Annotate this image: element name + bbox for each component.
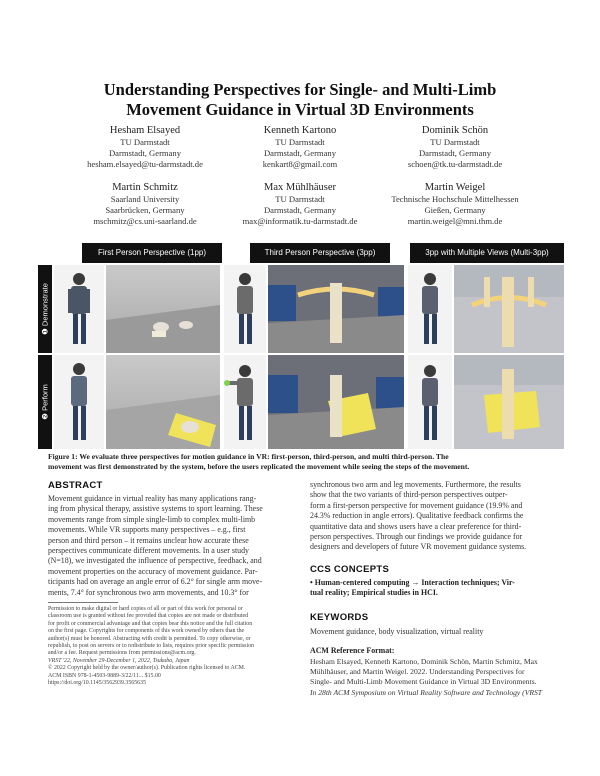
author-name: Martin Weigel (424, 182, 486, 193)
abstract-heading: ABSTRACT (48, 480, 103, 491)
text-line: synchronous two arm and leg movements. Furthermore, the results (310, 480, 521, 489)
text-line: Mühlhäuser, and Martin Weigel. 2022. Understanding Perspectives for (310, 667, 525, 677)
text-line: movement properties on the accuracy of movement guidance. Par- (48, 566, 258, 576)
author-location: Darmstadt, Germany (108, 148, 182, 158)
avatar-scene-icon (454, 355, 564, 449)
text-line: In 28th ACM Symposium on Virtual Reality Software and Technology (VRST (310, 687, 543, 697)
text-line: ACM ISBN 978-1-4503-9889-3/22/11... $15.00 (48, 672, 161, 679)
person-figure-icon (54, 355, 104, 449)
caption-line: movement was first demonstrated by the system, before the users replicated the movement while seeing the steps of the movement. (48, 462, 470, 471)
author-affiliation: TU Darmstadt (275, 194, 325, 204)
text-line: (N=18), we investigated the influence of perspective, feedback, and (48, 556, 262, 566)
hands-view-icon (106, 265, 220, 353)
text-line: designers and developers of future VR movement guidance systems. (310, 542, 527, 552)
image-person-1pp-perform (54, 355, 104, 449)
author-block (360, 181, 550, 227)
author-block (360, 124, 550, 170)
avatar-scene-icon (268, 265, 404, 353)
teaser-figure (38, 243, 564, 449)
figure-caption (48, 452, 554, 472)
author-email: schoen@tk.tu-darmstadt.de (407, 159, 503, 169)
author-location: Darmstadt, Germany (418, 148, 492, 158)
abstract-continued (310, 480, 555, 553)
image-person-multi-3pp-demonstrate (408, 265, 452, 353)
author-email: hesham.elsayed@tu-darmstadt.de (87, 159, 203, 169)
text-line: Permission to make digital or hard copies of all or part of this work for personal or (48, 606, 243, 612)
author-location: Darmstadt, Germany (263, 148, 337, 158)
image-multi-3pp-view-demonstrate (454, 265, 564, 353)
row-label-demonstrate-text: ❶ Demonstrate (40, 283, 50, 335)
text-line: quantitative data and shows users have a clear preference for third- (310, 521, 522, 531)
text-line: Single- and Multi-Limb Movement Guidance in Virtual 3D Environments. (310, 677, 537, 687)
author-affiliation: TU Darmstadt (120, 137, 170, 147)
text-line: show that the two variants of third-person perspectives outper- (310, 490, 508, 500)
image-1pp-view-perform (106, 355, 220, 449)
paper-title (40, 80, 560, 120)
text-line: and/or a fee. Request permissions from permissions@acm.org. (48, 650, 196, 657)
column-header-3pp: Third Person Perspective (3pp) (250, 243, 390, 263)
person-figure-icon (224, 355, 266, 449)
abstract-text (48, 494, 296, 598)
author-name: Max Mühlhäuser (263, 182, 337, 193)
column-header-multi-3pp: 3pp with Multiple Views (Multi-3pp) (410, 243, 564, 263)
text-line: • Human-centered computing → Interaction techniques; Vir- (310, 578, 515, 587)
text-line: movements range from simple single-limb to complex multi-limb (48, 514, 256, 524)
reference-text (310, 657, 555, 698)
person-figure-icon (54, 265, 104, 353)
row-label-demonstrate (38, 265, 52, 353)
avatar-scene-icon (268, 355, 404, 449)
text-line: republish, to post on servers or to redistribute to lists, requires prior specific permission (48, 643, 254, 650)
reference-heading: ACM Reference Format: (310, 646, 395, 655)
author-email: max@informatik.tu-darmstadt.de (242, 216, 358, 226)
ccs-concepts (310, 578, 555, 599)
text-line: VRST '22, November 29-December 1, 2022, Tsukuba, Japan (48, 657, 190, 664)
image-person-1pp-demonstrate (54, 265, 104, 353)
author-location: Gießen, Germany (424, 205, 486, 215)
author-location: Saarbrücken, Germany (105, 205, 185, 215)
author-name: Hesham Elsayed (109, 125, 181, 136)
image-person-multi-3pp-perform (408, 355, 452, 449)
permission-notice (48, 606, 298, 687)
text-line: on the first page. Copyrights for components of this work owned by others than the (48, 628, 245, 635)
text-line: movements. While VR supports many perspectives – e.g., first (48, 525, 246, 535)
text-line: 24.3% reduction in angle errors). Qualitative feedback confirms the (310, 511, 524, 521)
person-figure-icon (408, 355, 452, 449)
ccs-heading: CCS CONCEPTS (310, 564, 390, 575)
author-name: Kenneth Kartono (263, 125, 337, 136)
text-line: ments, 7.4° for synchronous two arm movements, and 10.3° for (48, 587, 249, 597)
author-affiliation: Saarland University (110, 194, 180, 204)
author-email: mschmitz@cs.uni-saarland.de (93, 216, 197, 226)
image-multi-3pp-view-perform (454, 355, 564, 449)
text-line: ticipants had on average an angle error of 6.2° for single arm move- (48, 577, 263, 587)
image-person-3pp-perform (224, 355, 266, 449)
hands-view-icon (106, 355, 220, 449)
author-affiliation: Technische Hochschule Mittelhessen (391, 194, 519, 204)
text-line: © 2022 Copyright held by the owner/author(s). Publication rights licensed to ACM. (48, 665, 246, 672)
text-line: person perspectives. Through our findings we provide guidance for (310, 532, 523, 542)
title-line-1: Understanding Perspectives for Single- and Multi-Limb (103, 80, 497, 99)
title-line-2: Movement Guidance in Virtual 3D Environments (126, 100, 474, 119)
image-person-3pp-demonstrate (224, 265, 266, 353)
author-name: Martin Schmitz (112, 182, 178, 193)
column-header-1pp: First Person Perspective (1pp) (82, 243, 222, 263)
avatar-scene-icon (454, 265, 564, 353)
row-label-perform-text: ❷ Perform (40, 384, 50, 420)
image-3pp-view-demonstrate (268, 265, 404, 353)
caption-line: Figure 1: We evaluate three perspectives for motion guidance in VR: first-person, third-person, and multi third-person. The (48, 452, 449, 461)
author-email: martin.weigel@mni.thm.de (407, 216, 503, 226)
text-line: author(s) must be honored. Abstracting with credit is permitted. To copy otherwise, or (48, 635, 251, 642)
person-figure-icon (224, 265, 266, 353)
text-line: perspectives communicate different movements. In a user study (48, 546, 250, 556)
author-affiliation: TU Darmstadt (430, 137, 480, 147)
keywords-heading: KEYWORDS (310, 612, 369, 623)
text-line: tual reality; Empirical studies in HCI. (310, 588, 438, 598)
author-name: Dominik Schön (421, 125, 489, 136)
text-line: classroom use is granted without fee provided that copies are not made or distributed (48, 613, 249, 620)
author-email: kenkart8@gmail.com (262, 159, 338, 169)
doi-link[interactable]: https://doi.org/10.1145/3562939.3565635 (48, 680, 147, 687)
text-line: Movement guidance in virtual reality has many applications rang- (48, 494, 257, 503)
row-label-perform (38, 355, 52, 449)
image-1pp-view-demonstrate (106, 265, 220, 353)
person-figure-icon (408, 265, 452, 353)
author-affiliation: TU Darmstadt (275, 137, 325, 147)
text-line: for profit or commercial advantage and that copies bear this notice and the full citation (48, 620, 253, 627)
text-line: ing from physical therapy, assistive systems to sport learning. These (48, 504, 263, 514)
text-line: Hesham Elsayed, Kenneth Kartono, Dominik Schön, Martin Schmitz, Max (310, 657, 538, 666)
footnote-rule (48, 602, 118, 603)
text-line: form a first-person perspective for movement guidance (19.9% and (310, 500, 523, 510)
keywords-text: Movement guidance, body visualization, virtual reality (310, 627, 484, 636)
image-3pp-view-perform (268, 355, 404, 449)
author-location: Darmstadt, Germany (263, 205, 337, 215)
text-line: person and third person – it remains unclear how accurate these (48, 535, 249, 545)
